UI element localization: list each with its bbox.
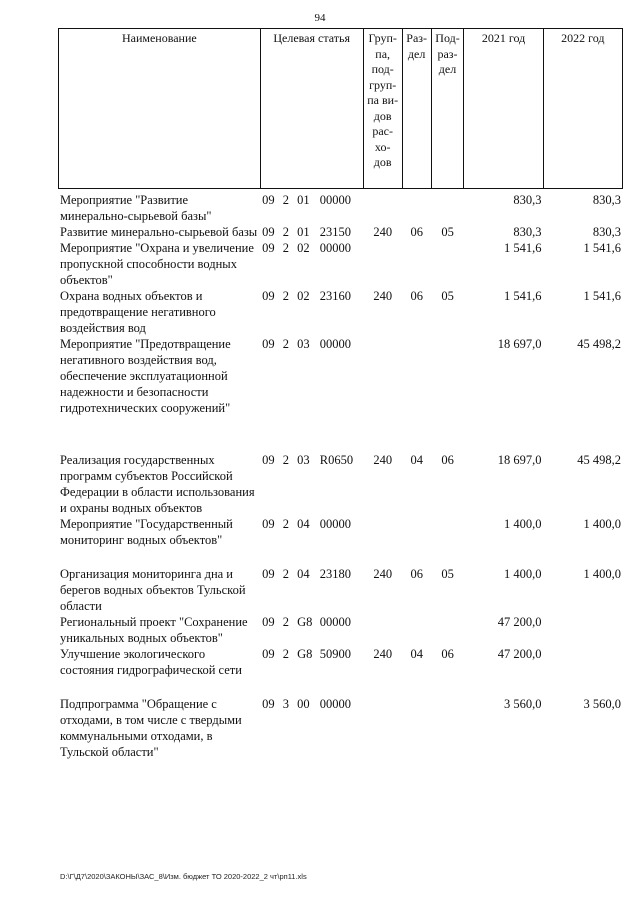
expense-group: 240 [373, 225, 393, 239]
target-code-event: 02 [297, 241, 310, 255]
subsection-code: 06 [441, 453, 454, 467]
row-name: Развитие минерально-сырьевой базы [60, 225, 258, 239]
table-row [58, 566, 623, 614]
row-name: Мероприятие "Государственный мониторинг водных объектов" [60, 517, 233, 547]
subsection-code: 06 [441, 647, 454, 661]
amount-2021: 18 697,0 [497, 337, 542, 351]
target-code-program: 09 [262, 615, 275, 629]
target-code-program: 09 [262, 697, 275, 711]
header-target: Целевая статья [260, 29, 363, 189]
header-subsection-text: Под- раз- дел [435, 31, 460, 76]
header-section-text: Раз- дел [406, 31, 428, 61]
table-row [58, 696, 623, 760]
expense-group [363, 192, 402, 224]
section-code: 04 [410, 453, 423, 467]
budget-table [58, 192, 623, 760]
target-code-subprogram: 2 [282, 647, 289, 661]
section-code: 06 [410, 289, 423, 303]
amount-2022 [544, 614, 623, 646]
header-subsection [431, 29, 464, 189]
target-code-direction: R0650 [319, 453, 354, 467]
page-number: 94 [314, 12, 326, 24]
amount-2021: 47 200,0 [497, 615, 542, 629]
subsection-code [431, 240, 464, 288]
amount-2022: 1 541,6 [583, 241, 621, 255]
subsection-code [431, 192, 464, 224]
header-section [402, 29, 431, 189]
target-code-event: 03 [297, 453, 310, 467]
subsection-code [431, 614, 464, 646]
expense-group: 240 [373, 453, 393, 467]
amount-2021: 830,3 [513, 193, 542, 207]
target-code-subprogram: 3 [282, 697, 289, 711]
row-name: Мероприятие "Развитие минерально-сырьевой базы" [60, 193, 212, 223]
table-header [58, 28, 623, 189]
amount-2022: 1 400,0 [583, 567, 621, 581]
target-code-program: 09 [262, 193, 275, 207]
target-code-direction: 00000 [319, 241, 352, 255]
target-code-direction: 00000 [319, 193, 352, 207]
section-code [402, 240, 431, 288]
target-code-event: 01 [297, 193, 310, 207]
section-code [402, 614, 431, 646]
amount-2022: 830,3 [592, 225, 621, 239]
target-code-subprogram: 2 [282, 615, 289, 629]
amount-2022: 45 498,2 [577, 337, 621, 351]
target-code-direction: 23150 [319, 225, 352, 239]
section-code [402, 336, 431, 452]
row-name: Организация мониторинга дна и берегов водных объектов Тульской области [60, 567, 246, 613]
section-code [402, 516, 431, 566]
amount-2021: 1 541,6 [504, 289, 542, 303]
subsection-code: 05 [441, 289, 454, 303]
row-name: Подпрограмма "Обращение с отходами, в том числе с твердыми коммунальными отходами, в Тульской области" [60, 697, 242, 759]
amount-2021: 1 400,0 [504, 517, 542, 531]
subsection-code [431, 696, 464, 760]
subsection-code: 05 [441, 225, 454, 239]
target-code-program: 09 [262, 647, 275, 661]
row-name: Улучшение экологического состояния гидрографической сети [60, 647, 242, 677]
table-row [58, 452, 623, 516]
target-code-program: 09 [262, 567, 275, 581]
target-code-program: 09 [262, 337, 275, 351]
amount-2021: 830,3 [513, 225, 542, 239]
target-code-subprogram: 2 [282, 241, 289, 255]
amount-2022: 3 560,0 [583, 697, 621, 711]
target-code-subprogram: 2 [282, 337, 289, 351]
section-code [402, 192, 431, 224]
amount-2022 [544, 646, 623, 696]
subsection-code [431, 516, 464, 566]
row-name: Региональный проект "Сохранение уникальных водных объектов" [60, 615, 248, 645]
target-code-direction: 23180 [319, 567, 352, 581]
target-code-event: 04 [297, 517, 310, 531]
amount-2022: 830,3 [592, 193, 621, 207]
target-code-event: 03 [297, 337, 310, 351]
expense-group [363, 336, 402, 452]
subsection-code: 05 [441, 567, 454, 581]
target-code-direction: 50900 [319, 647, 352, 661]
target-code-direction: 23160 [319, 289, 352, 303]
section-code: 04 [410, 647, 423, 661]
amount-2021: 1 541,6 [504, 241, 542, 255]
amount-2021: 18 697,0 [497, 453, 542, 467]
target-code-event: 00 [297, 697, 310, 711]
target-code-subprogram: 2 [282, 517, 289, 531]
amount-2021: 47 200,0 [497, 647, 542, 661]
target-code-program: 09 [262, 241, 275, 255]
row-name: Реализация государственных программ субъектов Российской Федерации в области использования и охраны водных объектов [60, 453, 255, 515]
amount-2022: 1 400,0 [583, 517, 621, 531]
table-row [58, 192, 623, 224]
target-code-subprogram: 2 [282, 567, 289, 581]
header-2022: 2022 год [543, 29, 622, 189]
table-row [58, 614, 623, 646]
target-code-subprogram: 2 [282, 289, 289, 303]
target-code-direction: 00000 [319, 697, 352, 711]
amount-2022: 1 541,6 [583, 289, 621, 303]
expense-group: 240 [373, 567, 393, 581]
target-code-direction: 00000 [319, 337, 352, 351]
header-group [363, 29, 402, 189]
expense-group: 240 [373, 647, 393, 661]
row-name: Охрана водных объектов и предотвращение негативного воздействия вод [60, 289, 216, 335]
target-code-event: 04 [297, 567, 310, 581]
target-code-event: 01 [297, 225, 310, 239]
target-code-direction: 00000 [319, 517, 352, 531]
target-code-event: G8 [297, 615, 313, 629]
row-name: Мероприятие "Предотвращение негативного воздействия вод, обеспечение эксплуатационной надежности и безопасности гидротехнических сооружений" [60, 337, 231, 415]
file-path-footer: D:\Г\Д7\2020\ЗАКОНЫ\ЗАС_8\Изм. бюджет ТО 2020-2022_2 чт\рп11.xls [60, 872, 307, 881]
table-row [58, 336, 623, 452]
subsection-code [431, 336, 464, 452]
header-2021: 2021 год [464, 29, 543, 189]
section-code [402, 696, 431, 760]
target-code-program: 09 [262, 289, 275, 303]
expense-group [363, 516, 402, 566]
target-code-program: 09 [262, 453, 275, 467]
expense-group [363, 614, 402, 646]
expense-group [363, 696, 402, 760]
target-code-subprogram: 2 [282, 225, 289, 239]
target-code-program: 09 [262, 517, 275, 531]
table-row [58, 224, 623, 240]
target-code-event: 02 [297, 289, 310, 303]
section-code: 06 [410, 225, 423, 239]
table-row [58, 288, 623, 336]
table-row [58, 240, 623, 288]
amount-2021: 1 400,0 [504, 567, 542, 581]
table-row [58, 646, 623, 696]
target-code-event: G8 [297, 647, 313, 661]
row-name: Мероприятие "Охрана и увеличение пропускной способности водных объектов" [60, 241, 254, 287]
target-code-subprogram: 2 [282, 453, 289, 467]
header-name: Наименование [59, 29, 261, 189]
section-code: 06 [410, 567, 423, 581]
expense-group [363, 240, 402, 288]
expense-group: 240 [373, 289, 393, 303]
amount-2022: 45 498,2 [577, 453, 621, 467]
header-group-text: Груп- па, под- груп- па ви- дов рас- хо- дов [367, 31, 399, 169]
target-code-direction: 00000 [319, 615, 352, 629]
table-row [58, 516, 623, 566]
amount-2021: 3 560,0 [504, 697, 542, 711]
target-code-program: 09 [262, 225, 275, 239]
target-code-subprogram: 2 [282, 193, 289, 207]
